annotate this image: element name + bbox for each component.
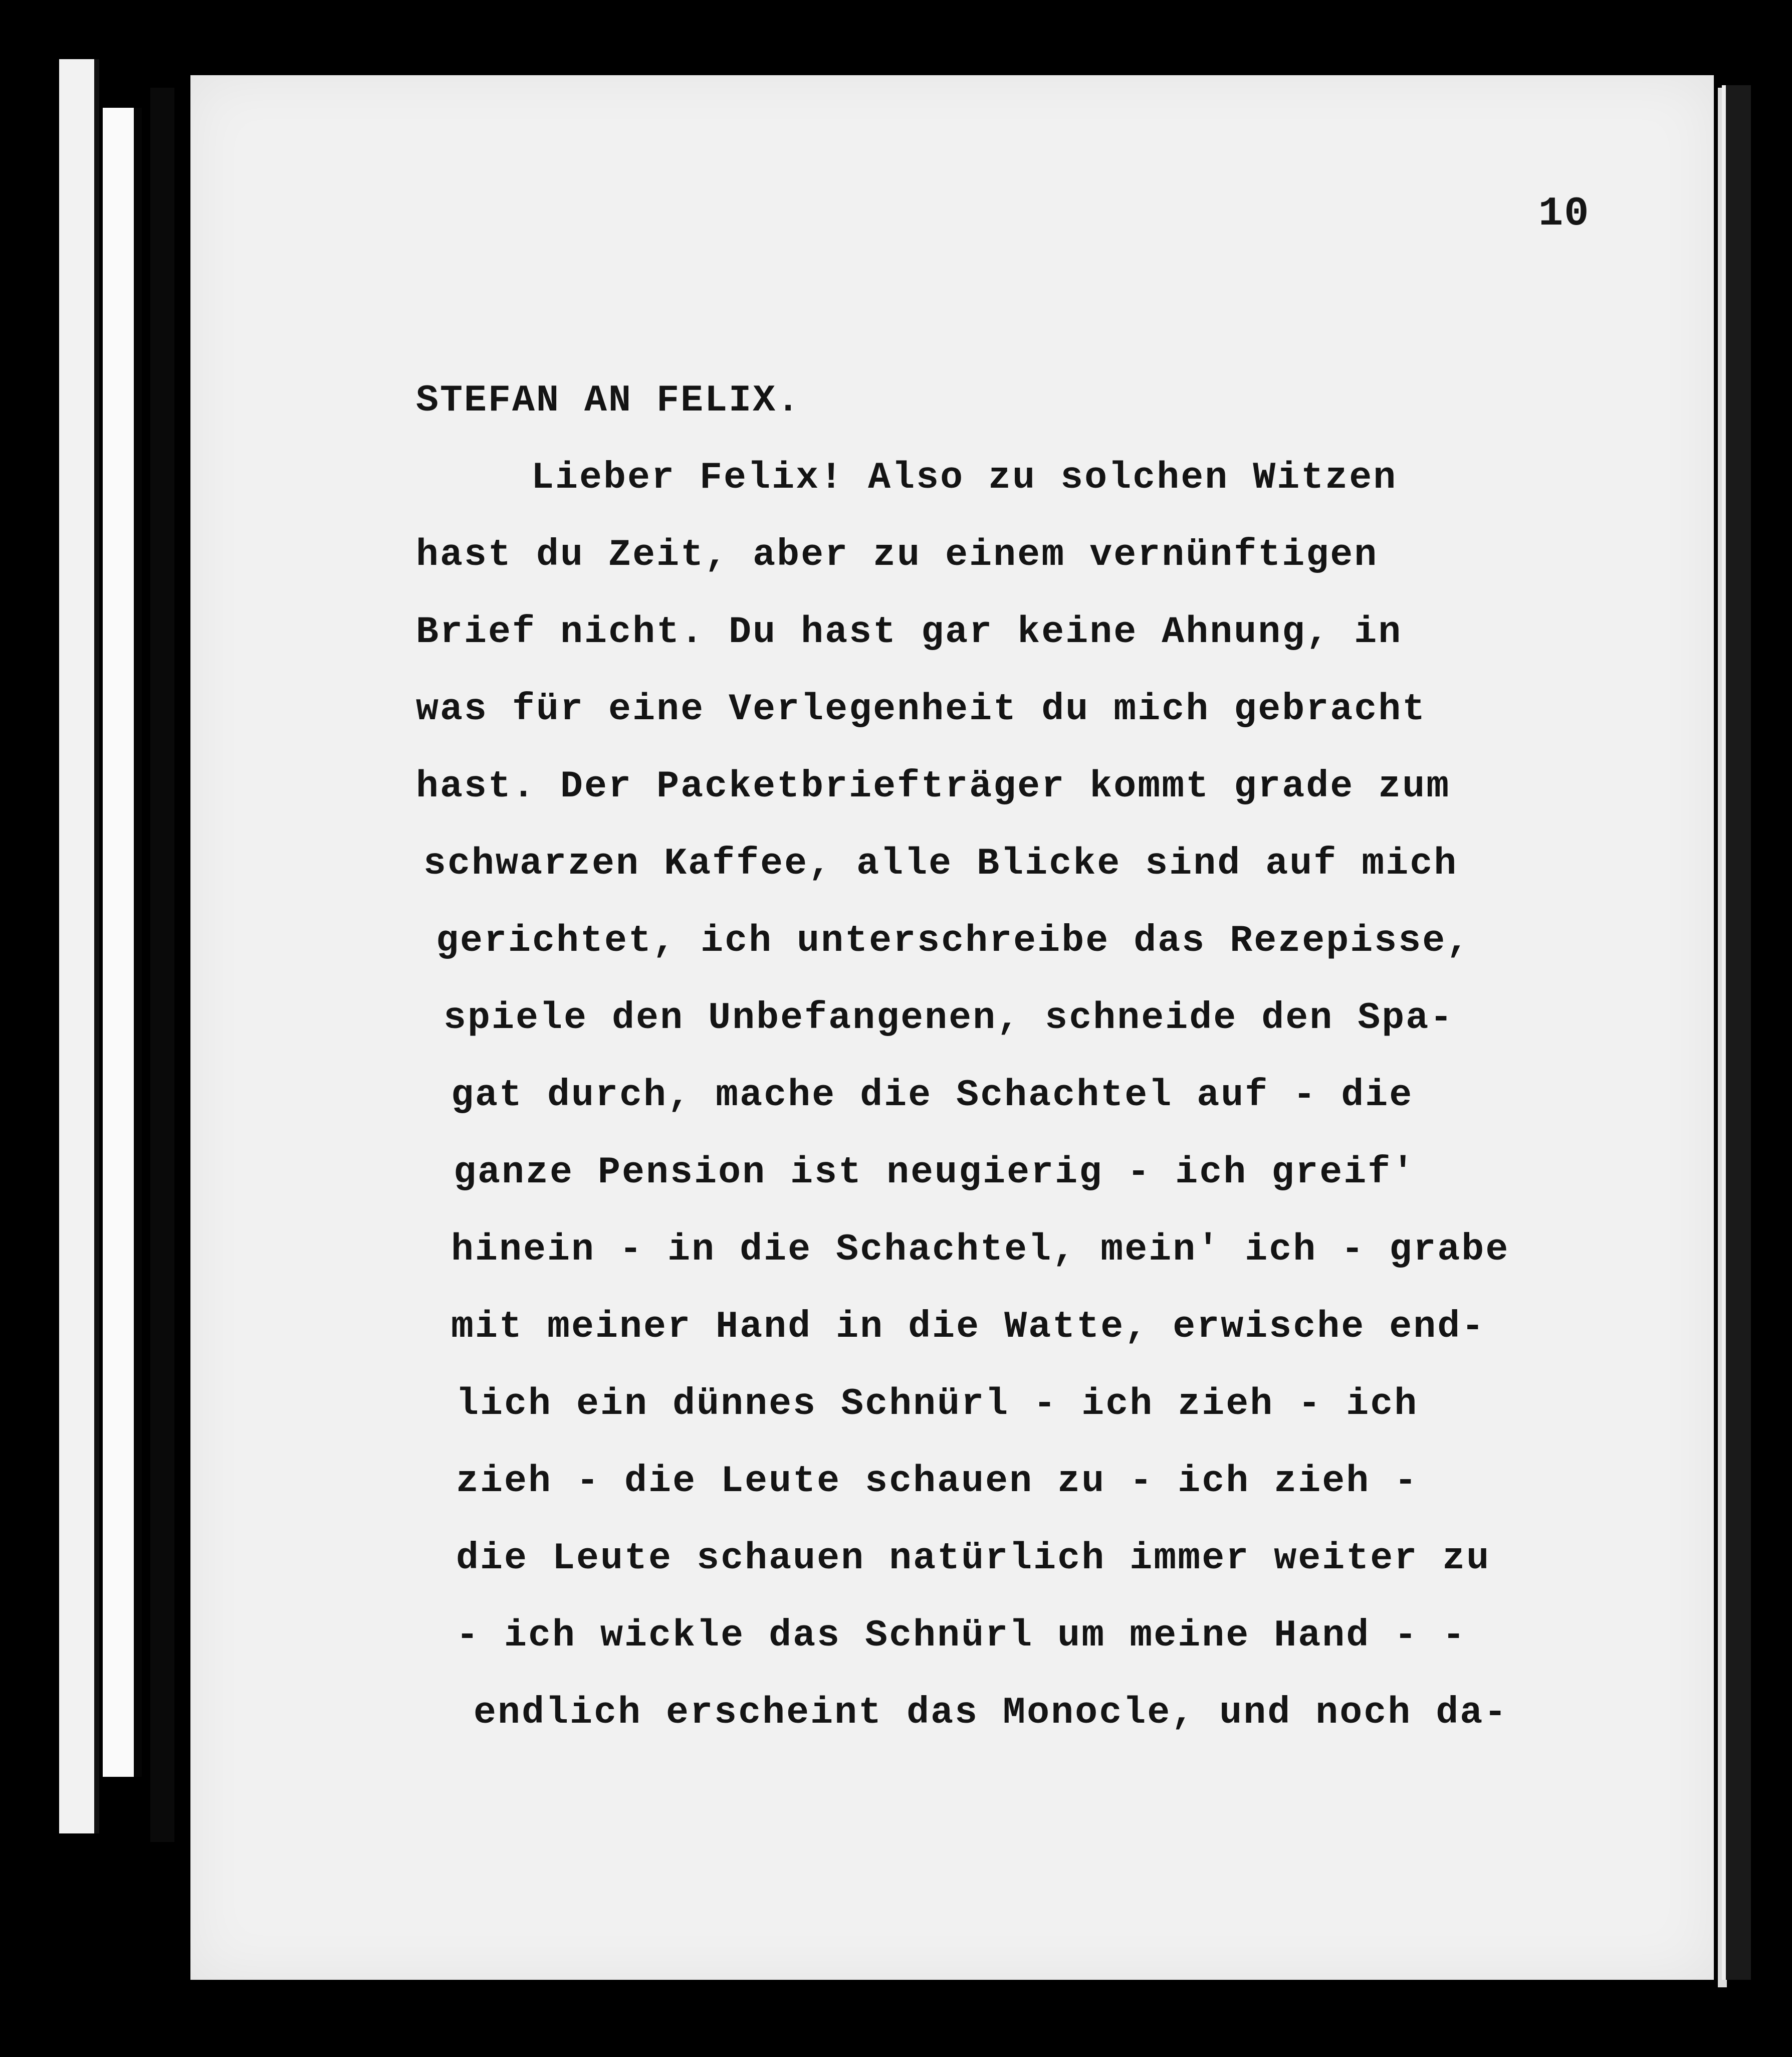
text-line: spiele den Unbefangenen, schneide den Spa- <box>443 997 1454 1040</box>
text-line: zieh - die Leute schauen zu - ich zieh - <box>456 1460 1419 1503</box>
left-shadow-bar <box>150 88 174 1842</box>
right-page-edge <box>1722 85 1751 1980</box>
text-line: hast du Zeit, aber zu einem vernünftigen <box>416 534 1379 576</box>
text-line: schwarzen Kaffee, alle Blicke sind auf mich <box>423 843 1458 885</box>
text-line: gat durch, mache die Schachtel auf - die <box>451 1074 1414 1117</box>
text-line: die Leute schauen natürlich immer weiter zu <box>456 1537 1491 1580</box>
text-line: hinein - in die Schachtel, mein' ich - grabe <box>451 1228 1510 1271</box>
text-line: lich ein dünnes Schnürl - ich zieh - ich <box>456 1383 1419 1425</box>
text-line: was für eine Verlegenheit du mich gebracht <box>416 688 1427 731</box>
text-line: Lieber Felix! Also zu solchen Witzen <box>531 457 1398 499</box>
left-page-edge <box>59 59 99 1833</box>
letter-body <box>416 381 1669 1770</box>
page-number: 10 <box>1538 190 1590 237</box>
left-page-edge-inner <box>103 108 142 1777</box>
text-line: gerichtet, ich unterschreibe das Rezepisse, <box>436 920 1471 962</box>
text-line: mit meiner Hand in die Watte, erwische end- <box>451 1306 1486 1348</box>
text-line: endlich erscheint das Monocle, und noch da- <box>474 1692 1508 1734</box>
text-line: ganze Pension ist neugierig - ich greif' <box>454 1151 1416 1194</box>
text-line: - ich wickle das Schnürl um meine Hand - - <box>456 1614 1467 1657</box>
text-line: hast. Der Packetbriefträger kommt grade zum <box>416 765 1451 808</box>
letter-heading: STEFAN AN FELIX. <box>416 379 801 422</box>
text-line: Brief nicht. Du hast gar keine Ahnung, in <box>416 611 1403 654</box>
